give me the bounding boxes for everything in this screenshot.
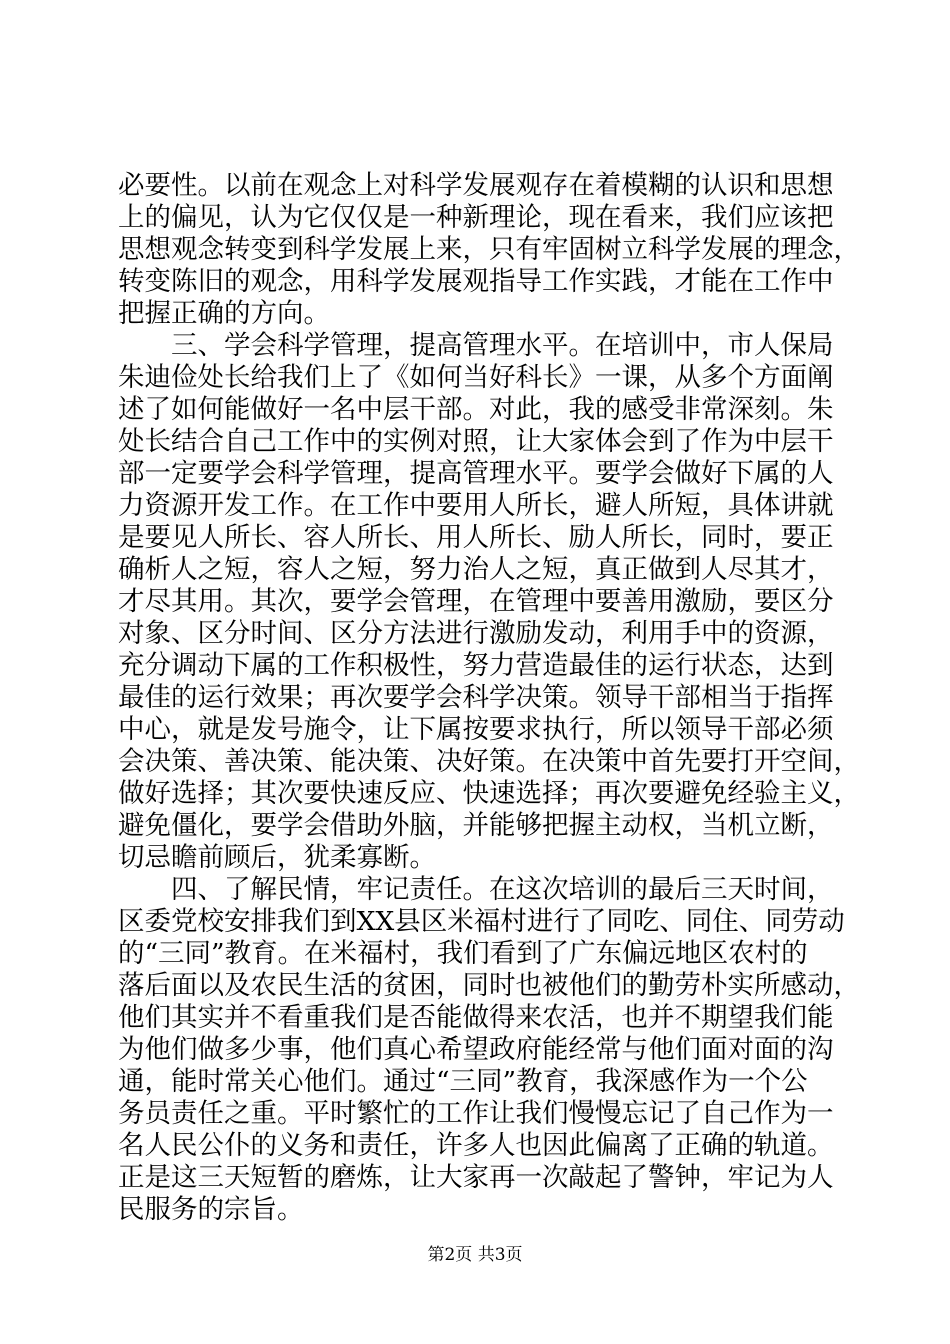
text-line: 朱迪俭处长给我们上了《如何当好科长》一课，从多个方面阐 — [118, 362, 834, 393]
text-line: 务员责任之重。平时繁忙的工作让我们慢慢忘记了自己作为一 — [118, 1098, 834, 1129]
text-line: 转变陈旧的观念，用科学发展观指导工作实践，才能在工作中 — [118, 266, 834, 297]
text-line: 是要见人所长、容人所长、用人所长、励人所长，同时，要正 — [118, 522, 834, 553]
text-line: 处长结合自己工作中的实例对照，让大家体会到了作为中层干 — [118, 426, 834, 457]
text-line: 避免僵化，要学会借助外脑，并能够把握主动权，当机立断， — [118, 810, 834, 841]
text-line: 必要性。以前在观念上对科学发展观存在着模糊的认识和思想 — [118, 170, 834, 201]
text-line: 力资源开发工作。在工作中要用人所长，避人所短，具体讲就 — [118, 490, 834, 521]
text-line: 充分调动下属的工作积极性，努力营造最佳的运行状态，达到 — [118, 650, 834, 681]
text-line: 述了如何能做好一名中层干部。对此，我的感受非常深刻。朱 — [118, 394, 834, 425]
text-line: 最佳的运行效果；再次要学会科学决策。领导干部相当于指挥 — [118, 682, 834, 713]
text-line: 部一定要学会科学管理，提高管理水平。要学会做好下属的人 — [118, 458, 834, 489]
text-line: 四、了解民情，牢记责任。在这次培训的最后三天时间， — [118, 874, 834, 905]
text-line: 三、学会科学管理，提高管理水平。在培训中，市人保局 — [118, 330, 834, 361]
text-line: 名人民公仆的义务和责任，许多人也因此偏离了正确的轨道。 — [118, 1130, 834, 1161]
text-line: 为他们做多少事，他们真心希望政府能经常与他们面对面的沟 — [118, 1034, 834, 1065]
document-body — [118, 170, 860, 1226]
text-line: 的“三同”教育。在米福村，我们看到了广东偏远地区农村的 — [118, 938, 808, 969]
text-line: 上的偏见，认为它仅仅是一种新理论，现在看来，我们应该把 — [118, 202, 834, 233]
text-line: 做好选择；其次要快速反应、快速选择；再次要避免经验主义， — [118, 778, 860, 809]
text-line: 确析人之短，容人之短，努力治人之短，真正做到人尽其才， — [118, 554, 834, 585]
text-line: 对象、区分时间、区分方法进行激励发动，利用手中的资源， — [118, 618, 834, 649]
text-line: 会决策、善决策、能决策、决好策。在决策中首先要打开空间， — [118, 746, 860, 777]
text-line: 他们其实并不看重我们是否能做得来农活，也并不期望我们能 — [118, 1002, 834, 1033]
text-line: 民服务的宗旨。 — [118, 1194, 304, 1225]
text-line: 落后面以及农民生活的贫困，同时也被他们的勤劳朴实所感动， — [118, 970, 860, 1001]
text-line: 区委党校安排我们到XX县区米福村进行了同吃、同住、同劳动 — [118, 906, 845, 937]
text-line: 中心，就是发号施令，让下属按要求执行，所以领导干部必须 — [118, 714, 834, 745]
text-line: 思想观念转变到科学发展上来，只有牢固树立科学发展的理念， — [118, 234, 860, 265]
text-line: 把握正确的方向。 — [118, 298, 330, 329]
text-line: 切忌瞻前顾后，犹柔寡断。 — [118, 842, 436, 873]
text-line: 通，能时常关心他们。通过“三同”教育，我深感作为一个公 — [118, 1066, 808, 1097]
text-line: 才尽其用。其次，要学会管理，在管理中要善用激励，要区分 — [118, 586, 834, 617]
page-number-footer: 第2页 共3页 — [427, 1245, 523, 1265]
text-line: 正是这三天短暂的磨炼，让大家再一次敲起了警钟，牢记为人 — [118, 1162, 834, 1193]
